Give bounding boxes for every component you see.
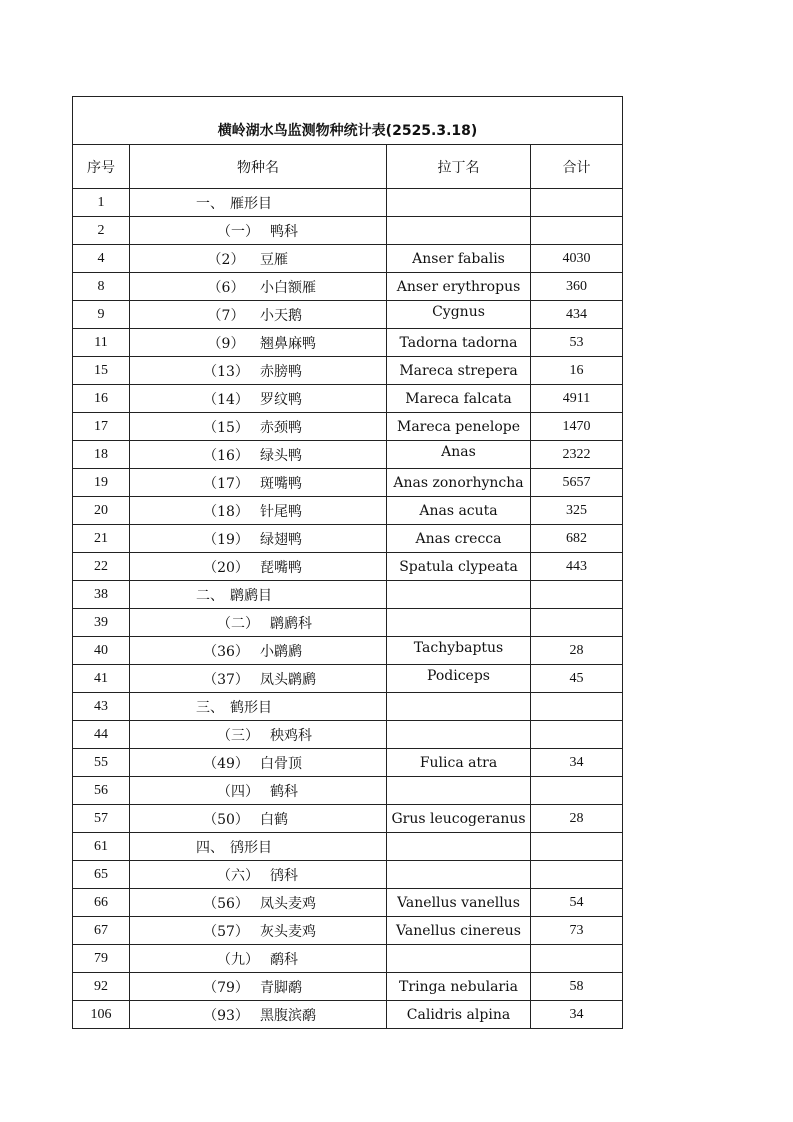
table-row [73,945,623,973]
latin-name-cell [387,693,531,721]
total-cell: 28 [531,637,623,665]
taxon-name: 小䴙䴘 [260,643,302,660]
taxon-code: （四） [217,783,259,800]
total-cell: 34 [531,749,623,777]
taxon-name: 琵嘴鸭 [260,559,302,576]
table-row [73,805,623,833]
total-cell [531,861,623,889]
table-row [73,413,623,441]
table-row [73,553,623,581]
latin-name-cell [387,1001,531,1029]
total-cell [531,609,623,637]
taxon-code: （7） [207,307,245,324]
taxon-name: 豆雁 [260,251,288,268]
species-name-cell [130,637,387,665]
seq-cell: 65 [73,861,130,889]
taxon-code: 一、 [196,195,224,212]
species-name-cell [130,777,387,805]
seq-cell: 55 [73,749,130,777]
taxon-name: 鹤形目 [230,699,272,716]
latin-name-cell [387,749,531,777]
table-row [73,973,623,1001]
header-total: 合计 [531,145,623,189]
total-cell: 5657 [531,469,623,497]
total-cell: 2322 [531,441,623,469]
table-row [73,833,623,861]
latin-name-cell [387,553,531,581]
table-row [73,329,623,357]
taxon-code: （79） [203,979,249,996]
table-row [73,581,623,609]
taxon-name: 䴙䴘目 [230,587,272,604]
taxon-code: 二、 [196,587,224,604]
table-row [73,917,623,945]
seq-cell: 38 [73,581,130,609]
taxon-name: 白骨顶 [260,755,302,772]
total-cell: 434 [531,301,623,329]
total-cell: 73 [531,917,623,945]
total-cell: 1470 [531,413,623,441]
latin-name-cell [387,945,531,973]
table-row [73,749,623,777]
species-name-cell [130,973,387,1001]
taxon-code: 四、 [196,839,224,856]
species-name-cell [130,217,387,245]
taxon-code: （九） [217,951,259,968]
header-seq: 序号 [73,145,130,189]
seq-cell: 4 [73,245,130,273]
taxon-code: （16） [203,447,249,464]
title-cell [73,97,623,145]
latin-name: Mareca strepera [399,362,518,379]
latin-name: Vanellus vanellus [397,894,520,911]
latin-name: Tringa nebularia [399,978,518,995]
species-name-cell [130,189,387,217]
seq-cell: 22 [73,553,130,581]
total-cell: 45 [531,665,623,693]
latin-name: Podiceps [427,668,490,684]
latin-name-cell [387,833,531,861]
taxon-name: 赤膀鸭 [260,363,302,380]
header-row [73,145,623,189]
species-name-cell [130,749,387,777]
taxon-code: （93） [203,1007,249,1024]
latin-name-cell [387,861,531,889]
seq-cell: 18 [73,441,130,469]
latin-name-cell [387,469,531,497]
latin-name: Anas acuta [419,502,498,519]
species-name-cell [130,525,387,553]
latin-name-cell [387,441,531,469]
taxon-code: （57） [203,923,249,940]
latin-name: Fulica atra [419,754,498,771]
seq-cell: 44 [73,721,130,749]
latin-name-cell [387,497,531,525]
latin-name: Anas crecca [415,530,502,547]
taxon-name: 翘鼻麻鸭 [260,335,316,352]
latin-name: Calidris alpina [406,1006,511,1023]
taxon-code: （15） [203,419,249,436]
species-name-cell [130,581,387,609]
table-row [73,777,623,805]
taxon-name: 鹬科 [270,951,298,968]
latin-name: Spatula clypeata [399,558,518,575]
taxon-code: （六） [217,867,259,884]
table-row [73,469,623,497]
latin-name-cell [387,413,531,441]
latin-name-cell [387,217,531,245]
species-name-cell [130,665,387,693]
taxon-name: 斑嘴鸭 [260,475,302,492]
table-row [73,637,623,665]
taxon-name: 小白额雁 [260,279,316,296]
latin-name: Mareca penelope [397,418,520,435]
taxon-name: 赤颈鸭 [260,419,302,436]
species-name-cell [130,329,387,357]
total-cell: 28 [531,805,623,833]
taxon-name: 凤头䴙䴘 [260,671,316,688]
species-name-cell [130,889,387,917]
taxon-name: 黑腹滨鹬 [260,1007,316,1024]
table-row [73,497,623,525]
title-row [73,97,623,145]
latin-name-cell [387,273,531,301]
species-name-cell [130,245,387,273]
species-name-cell [130,357,387,385]
total-cell: 4911 [531,385,623,413]
latin-name: Tadorna tadorna [399,334,518,351]
total-cell: 34 [531,1001,623,1029]
latin-name-cell [387,609,531,637]
header-species: 物种名 [130,145,387,189]
latin-name: Anser fabalis [412,250,505,267]
latin-name: Tachybaptus [413,640,504,656]
species-table [72,96,623,1029]
seq-cell: 41 [73,665,130,693]
taxon-code: （50） [203,811,249,828]
taxon-code: （18） [203,503,249,520]
table-row [73,217,623,245]
table-row [73,609,623,637]
seq-cell: 11 [73,329,130,357]
seq-cell: 43 [73,693,130,721]
latin-name-cell [387,777,531,805]
latin-name-cell [387,189,531,217]
latin-name-cell [387,329,531,357]
table-row [73,273,623,301]
seq-cell: 15 [73,357,130,385]
species-name-cell [130,469,387,497]
total-cell [531,581,623,609]
latin-name: Anas zonorhyncha [393,474,524,491]
seq-cell: 40 [73,637,130,665]
taxon-name: 鸻形目 [230,839,272,856]
species-name-cell [130,805,387,833]
species-name-cell [130,413,387,441]
total-cell: 53 [531,329,623,357]
taxon-code: （37） [203,671,249,688]
total-cell: 54 [531,889,623,917]
taxon-name: 凤头麦鸡 [260,895,316,912]
taxon-name: 鸭科 [270,223,298,240]
taxon-name: 罗纹鸭 [260,391,302,408]
taxon-code: （36） [203,643,249,660]
total-cell [531,693,623,721]
latin-name: Mareca falcata [405,390,512,407]
latin-name-cell [387,973,531,1001]
table-row [73,1001,623,1029]
total-cell [531,945,623,973]
total-cell: 4030 [531,245,623,273]
seq-cell: 39 [73,609,130,637]
latin-name-cell [387,805,531,833]
latin-name-cell [387,245,531,273]
species-name-cell [130,553,387,581]
header-latin: 拉丁名 [387,145,531,189]
species-name-cell [130,497,387,525]
species-name-cell [130,721,387,749]
seq-cell: 19 [73,469,130,497]
species-name-cell [130,833,387,861]
table-row [73,525,623,553]
species-name-cell [130,693,387,721]
seq-cell: 17 [73,413,130,441]
taxon-name: 绿头鸭 [260,447,302,464]
table-row [73,693,623,721]
species-name-cell [130,609,387,637]
species-name-cell [130,917,387,945]
species-name-cell [130,273,387,301]
taxon-code: （56） [203,895,249,912]
taxon-code: （9） [207,335,245,352]
seq-cell: 20 [73,497,130,525]
latin-name-cell [387,721,531,749]
seq-cell: 16 [73,385,130,413]
seq-cell: 92 [73,973,130,1001]
taxon-name: 鹤科 [270,783,298,800]
seq-cell: 56 [73,777,130,805]
taxon-code: （6） [207,279,245,296]
seq-cell: 61 [73,833,130,861]
latin-name-cell [387,385,531,413]
taxon-name: 白鹤 [260,811,288,828]
total-cell: 443 [531,553,623,581]
table-row [73,385,623,413]
table-row [73,189,623,217]
seq-cell: 66 [73,889,130,917]
latin-name-cell [387,665,531,693]
latin-name: Anas [441,444,476,460]
seq-cell: 106 [73,1001,130,1029]
taxon-code: （2） [207,251,245,268]
taxon-name: 䴙䴘科 [270,615,312,632]
taxon-code: （13） [203,363,249,380]
taxon-code: （一） [217,223,259,240]
taxon-code: （17） [203,475,249,492]
species-name-cell [130,441,387,469]
seq-cell: 2 [73,217,130,245]
species-name-cell [130,861,387,889]
taxon-name: 青脚鹬 [260,979,302,996]
table-row [73,861,623,889]
latin-name-cell [387,581,531,609]
table-title: 横岭湖水鸟监测物种统计表(2525.3.18) [217,123,478,139]
seq-cell: 67 [73,917,130,945]
taxon-code: （20） [203,559,249,576]
table-row [73,245,623,273]
table-row [73,665,623,693]
taxon-name: 灰头麦鸡 [260,923,316,940]
seq-cell: 79 [73,945,130,973]
latin-name-cell [387,301,531,329]
latin-name-cell [387,357,531,385]
species-name-cell [130,301,387,329]
total-cell: 16 [531,357,623,385]
total-cell: 58 [531,973,623,1001]
taxon-name: 鸻科 [270,867,298,884]
latin-name: Cygnus [432,304,485,320]
species-name-cell [130,1001,387,1029]
taxon-name: 小天鹅 [260,307,302,324]
total-cell: 682 [531,525,623,553]
taxon-code: 三、 [196,699,224,716]
species-name-cell [130,385,387,413]
total-cell: 325 [531,497,623,525]
seq-cell: 1 [73,189,130,217]
latin-name-cell [387,525,531,553]
taxon-code: （14） [203,391,249,408]
total-cell [531,189,623,217]
latin-name-cell [387,637,531,665]
total-cell: 360 [531,273,623,301]
latin-name: Anser erythropus [396,278,521,295]
table-row [73,301,623,329]
latin-name-cell [387,917,531,945]
total-cell [531,833,623,861]
taxon-name: 秧鸡科 [270,727,312,744]
seq-cell: 8 [73,273,130,301]
taxon-name: 雁形目 [230,195,272,212]
taxon-name: 绿翅鸭 [260,531,302,548]
total-cell [531,217,623,245]
taxon-code: （三） [217,727,259,744]
taxon-code: （49） [203,755,249,772]
table-row [73,889,623,917]
total-cell [531,777,623,805]
table-row [73,721,623,749]
latin-name: Vanellus cinereus [396,922,521,939]
table-row [73,357,623,385]
taxon-name: 针尾鸭 [260,503,302,520]
total-cell [531,721,623,749]
latin-name-cell [387,889,531,917]
table-row [73,441,623,469]
taxon-code: （19） [203,531,249,548]
taxon-code: （二） [217,615,259,632]
seq-cell: 21 [73,525,130,553]
seq-cell: 9 [73,301,130,329]
seq-cell: 57 [73,805,130,833]
latin-name: Grus leucogeranus [391,810,526,827]
species-name-cell [130,945,387,973]
